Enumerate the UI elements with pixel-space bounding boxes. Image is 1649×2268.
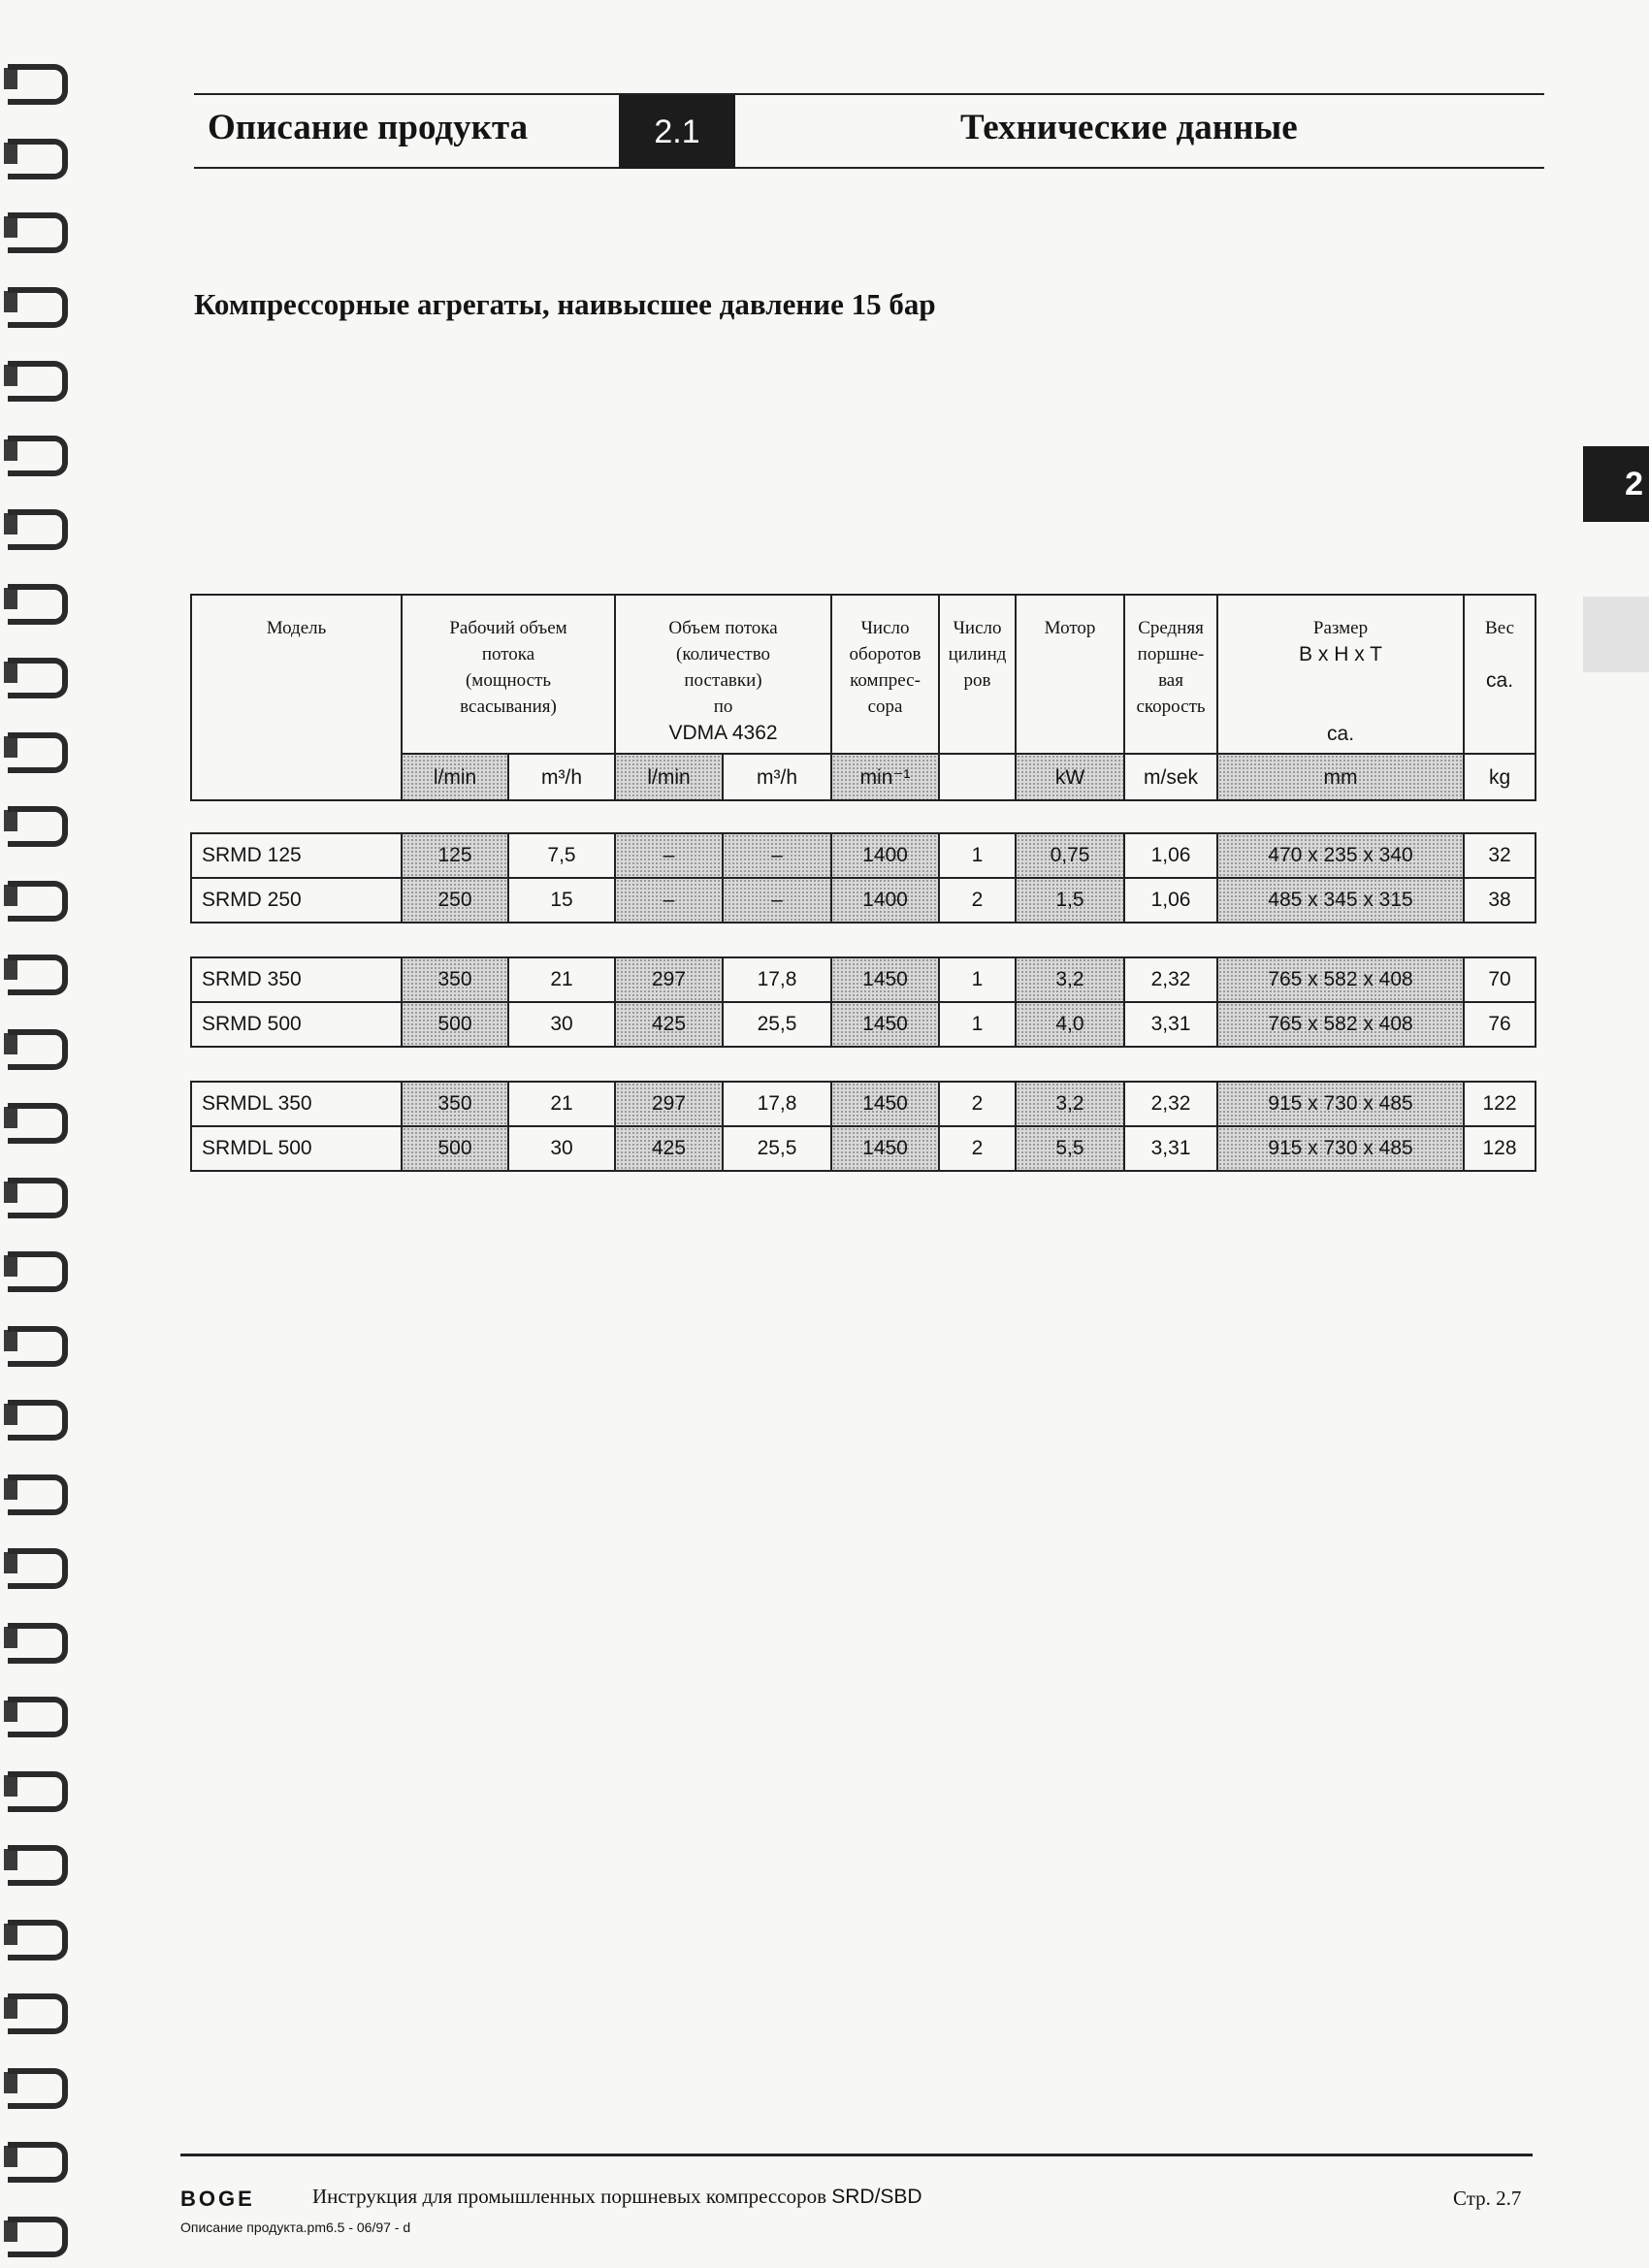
unit-cylinders — [939, 754, 1016, 800]
table-row — [191, 878, 1536, 923]
cell-model: SRMDL 350 — [191, 1082, 402, 1126]
page-title: Компрессорные агрегаты, наивысшее давление 15 бар — [194, 287, 936, 321]
header-flow-volume: Объем потока (количество поставки) по VDMA 4362 — [615, 595, 831, 754]
table-row — [191, 1082, 1536, 1126]
cell-flow-m3h: – — [723, 833, 831, 878]
cell-flow-lmin: 425 — [615, 1126, 723, 1171]
cell-size: 485 x 345 x 315 — [1217, 878, 1464, 923]
table-row — [191, 1002, 1536, 1047]
header-working-volume: Рабочий объем потока (мощность всасывания) — [402, 595, 615, 754]
unit-flow-m3h: m³/h — [723, 754, 831, 800]
binding-ring — [8, 207, 64, 249]
chapter-tab: 2 — [1583, 446, 1649, 522]
cell-work-lmin: 125 — [402, 833, 508, 878]
cell-speed: 1,06 — [1124, 833, 1217, 878]
cell-cyl: 2 — [939, 1082, 1016, 1126]
cell-flow-m3h: 25,5 — [723, 1126, 831, 1171]
unit-work-m3h: m³/h — [508, 754, 615, 800]
cell-speed: 1,06 — [1124, 878, 1217, 923]
cell-flow-m3h: 25,5 — [723, 1002, 831, 1047]
binding-ring — [8, 503, 64, 546]
binding-ring — [8, 2062, 64, 2105]
cell-rpm: 1400 — [831, 878, 939, 923]
cell-work-m3h: 21 — [508, 1082, 615, 1126]
cell-motor: 4,0 — [1016, 1002, 1124, 1047]
binding-ring — [8, 1469, 64, 1511]
spec-table-group-2 — [190, 956, 1536, 1048]
cell-rpm: 1450 — [831, 957, 939, 1002]
unit-rpm: min⁻¹ — [831, 754, 939, 800]
cell-weight: 128 — [1464, 1126, 1536, 1171]
cell-rpm: 1450 — [831, 1082, 939, 1126]
binding-ring — [8, 430, 64, 472]
cell-cyl: 2 — [939, 878, 1016, 923]
header-model: Модель — [191, 595, 402, 800]
cell-motor: 5,5 — [1016, 1126, 1124, 1171]
header-cylinders: Число цилинд ров — [939, 595, 1016, 754]
header-top-rule — [194, 93, 1544, 95]
cell-flow-lmin: 297 — [615, 957, 723, 1002]
cell-size: 470 x 235 x 340 — [1217, 833, 1464, 878]
footer-rule — [180, 2154, 1533, 2156]
cell-work-lmin: 350 — [402, 957, 508, 1002]
cell-model: SRMD 250 — [191, 878, 402, 923]
cell-model: SRMD 500 — [191, 1002, 402, 1047]
cell-motor: 3,2 — [1016, 957, 1124, 1002]
header-piston-speed: Средняя поршне- вая скорость — [1124, 595, 1217, 754]
binding-ring — [8, 58, 64, 101]
unit-work-lmin: l/min — [402, 754, 508, 800]
binding-ring — [8, 1394, 64, 1437]
cell-work-lmin: 500 — [402, 1002, 508, 1047]
cell-weight: 38 — [1464, 878, 1536, 923]
binding-ring — [8, 1542, 64, 1585]
chapter-tab-inactive — [1583, 597, 1649, 672]
binding-ring — [8, 727, 64, 769]
binding-ring — [8, 1914, 64, 1957]
binding-ring — [8, 1988, 64, 2030]
cell-flow-lmin: – — [615, 878, 723, 923]
cell-speed: 3,31 — [1124, 1002, 1217, 1047]
cell-size: 765 x 582 x 408 — [1217, 1002, 1464, 1047]
cell-work-m3h: 30 — [508, 1126, 615, 1171]
cell-work-lmin: 250 — [402, 878, 508, 923]
cell-cyl: 2 — [939, 1126, 1016, 1171]
spec-table-group-3 — [190, 1081, 1536, 1172]
cell-weight: 70 — [1464, 957, 1536, 1002]
cell-speed: 2,32 — [1124, 957, 1217, 1002]
cell-flow-lmin: 297 — [615, 1082, 723, 1126]
section-number: 2.1 — [619, 95, 735, 169]
header-bottom-rule — [194, 167, 1544, 169]
topic-title: Технические данные — [960, 108, 1298, 147]
table-row — [191, 833, 1536, 878]
cell-work-m3h: 7,5 — [508, 833, 615, 878]
cell-rpm: 1450 — [831, 1002, 939, 1047]
cell-flow-m3h: 17,8 — [723, 1082, 831, 1126]
cell-work-m3h: 15 — [508, 878, 615, 923]
cell-size: 915 x 730 x 485 — [1217, 1126, 1464, 1171]
unit-motor: kW — [1016, 754, 1124, 800]
binding-ring — [8, 1172, 64, 1215]
binding-ring — [8, 949, 64, 991]
binding-ring — [8, 355, 64, 398]
cell-flow-lmin: 425 — [615, 1002, 723, 1047]
cell-model: SRMD 350 — [191, 957, 402, 1002]
binding-ring — [8, 1766, 64, 1808]
cell-speed: 3,31 — [1124, 1126, 1217, 1171]
cell-motor: 3,2 — [1016, 1082, 1124, 1126]
cell-flow-m3h: – — [723, 878, 831, 923]
binding-ring — [8, 578, 64, 621]
binding-ring — [8, 2211, 64, 2253]
binding-ring — [8, 652, 64, 695]
binding-ring — [8, 1691, 64, 1733]
cell-work-lmin: 350 — [402, 1082, 508, 1126]
cell-size: 765 x 582 x 408 — [1217, 957, 1464, 1002]
binding-ring — [8, 800, 64, 843]
cell-motor: 1,5 — [1016, 878, 1124, 923]
cell-work-lmin: 500 — [402, 1126, 508, 1171]
unit-speed: m/sek — [1124, 754, 1217, 800]
header-weight: Вес ca. — [1464, 595, 1536, 754]
cell-cyl: 1 — [939, 957, 1016, 1002]
file-info: Описание продукта.pm6.5 - 06/97 - d — [180, 2219, 411, 2235]
cell-size: 915 x 730 x 485 — [1217, 1082, 1464, 1126]
header-size: Размер B x H x T ca. — [1217, 595, 1464, 754]
cell-weight: 76 — [1464, 1002, 1536, 1047]
page-number: Стр. 2.7 — [1453, 2187, 1522, 2210]
cell-model: SRMD 125 — [191, 833, 402, 878]
cell-motor: 0,75 — [1016, 833, 1124, 878]
footer-text: Инструкция для промышленных поршневых компрессоров SRD/SBD — [312, 2185, 922, 2208]
binding-ring — [8, 1246, 64, 1288]
cell-rpm: 1400 — [831, 833, 939, 878]
cell-flow-lmin: – — [615, 833, 723, 878]
cell-weight: 122 — [1464, 1082, 1536, 1126]
brand-logo: BOGE — [180, 2187, 255, 2211]
binding-ring — [8, 1320, 64, 1363]
header-motor: Мотор — [1016, 595, 1124, 754]
binding-ring — [8, 1839, 64, 1882]
unit-size: mm — [1217, 754, 1464, 800]
cell-rpm: 1450 — [831, 1126, 939, 1171]
cell-speed: 2,32 — [1124, 1082, 1217, 1126]
spec-table-header — [190, 594, 1536, 801]
cell-model: SRMDL 500 — [191, 1126, 402, 1171]
section-title: Описание продукта — [208, 108, 529, 147]
spiral-binding — [0, 0, 78, 2268]
binding-ring — [8, 1023, 64, 1066]
cell-cyl: 1 — [939, 1002, 1016, 1047]
cell-work-m3h: 30 — [508, 1002, 615, 1047]
binding-ring — [8, 133, 64, 176]
unit-weight: kg — [1464, 754, 1536, 800]
binding-ring — [8, 875, 64, 918]
unit-flow-lmin: l/min — [615, 754, 723, 800]
binding-ring — [8, 281, 64, 324]
cell-weight: 32 — [1464, 833, 1536, 878]
cell-work-m3h: 21 — [508, 957, 615, 1002]
cell-flow-m3h: 17,8 — [723, 957, 831, 1002]
header-rpm: Число оборотов компрес- сора — [831, 595, 939, 754]
table-row — [191, 1126, 1536, 1171]
binding-ring — [8, 1097, 64, 1140]
spec-table-group-1 — [190, 832, 1536, 923]
binding-ring — [8, 1617, 64, 1660]
table-row — [191, 957, 1536, 1002]
binding-ring — [8, 2136, 64, 2179]
cell-cyl: 1 — [939, 833, 1016, 878]
